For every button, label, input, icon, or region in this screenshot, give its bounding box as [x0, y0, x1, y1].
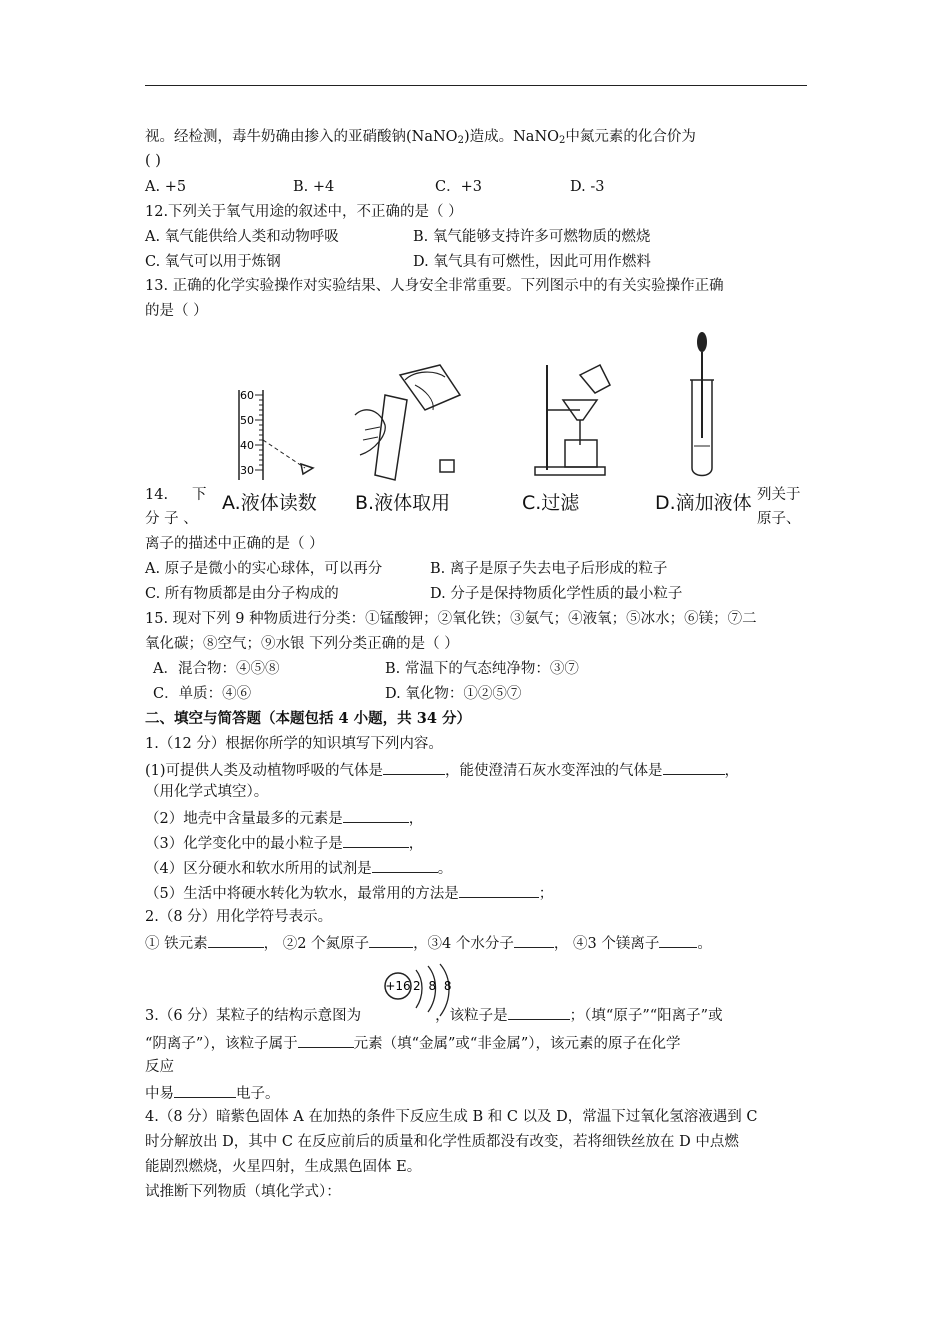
p2-items: ① 铁元素 ， ②2 个氮原子 ，③4 个水分子 ， ④3 个镁离子 。: [145, 933, 712, 953]
q14-option-c: C. 所有物质都是由分子构成的: [145, 586, 339, 602]
p2-blank-3[interactable]: [514, 933, 554, 948]
electron-shells: 2 8 8: [413, 979, 454, 993]
p3-blank-2[interactable]: [298, 1033, 354, 1048]
figure-b-liquid-pouring: [345, 355, 475, 485]
q11-answer-paren: ( ): [145, 153, 161, 169]
p2-blank-1[interactable]: [208, 933, 264, 948]
q14-lieguan: 列关于: [757, 487, 801, 503]
p3-blank-1[interactable]: [508, 1005, 570, 1020]
p1-sub1-note: （用化学式填空）。: [145, 784, 269, 800]
scale-label-50: 50: [240, 414, 254, 427]
p1-blank-3[interactable]: [343, 808, 409, 823]
header-rule: [145, 85, 807, 86]
q12-option-b: B. 氧气能够支持许多可燃物质的燃烧: [413, 229, 651, 245]
scale-label-40: 40: [240, 439, 254, 452]
q12-option-d: D. 氧气具有可燃性，因此可用作燃料: [413, 254, 651, 270]
p1-sub5: （5）生活中将硬水转化为软水，最常用的方法是 ；: [145, 883, 553, 903]
stopper-icon: [440, 460, 454, 472]
p4-line4: 试推断下列物质（填化学式）：: [145, 1184, 341, 1200]
figure-c-filtration: [525, 355, 635, 480]
q15-option-b: B. 常温下的气态纯净物：③⑦: [385, 661, 579, 677]
p3-blank-3[interactable]: [174, 1083, 236, 1098]
p3-line2: “阴离子”），该粒子属于 元素（填“金属”或“非金属”），该元素的原子在化学: [145, 1033, 680, 1053]
p1-sub3: （3）化学变化中的最小粒子是 ，: [145, 833, 423, 853]
scale-label-30: 30: [240, 464, 254, 477]
q11-option-a: A. +5: [145, 179, 187, 195]
q14-yuanzi: 原子、: [757, 511, 801, 527]
p1-blank-2[interactable]: [663, 760, 725, 775]
q14-xia: 下: [192, 487, 207, 503]
p4-line2: 时分解放出 D，其中 C 在反应前后的质量和化学性质都没有改变，若将细铁丝放在 D 中点燃: [145, 1134, 739, 1150]
nucleus-charge: +16: [385, 979, 411, 993]
q11-option-c: C．+3: [435, 179, 482, 195]
q13-stem-line2: 的是（ ）: [145, 303, 208, 319]
figure-a-cylinder-reading: [205, 380, 325, 485]
figure-c-label: C.过滤: [522, 492, 580, 514]
p4-line3: 能剧烈燃烧，火星四射，生成黑色固体 E。: [145, 1159, 422, 1175]
q15-option-a: A．混合物：④⑤⑧: [153, 661, 280, 677]
q15-stem-line1: 15. 现对下列 9 种物质进行分类：①锰酸钾；②氧化铁；③氨气；④液氧；⑤冰水；⑥镁；⑦二: [145, 611, 757, 627]
q14-fenzi: 分 子 、: [145, 511, 198, 527]
p4-line1: 4.（8 分）暗紫色固体 A 在加热的条件下反应生成 B 和 C 以及 D，常温下过氧化氢溶液遇到 C: [145, 1109, 758, 1125]
q12-stem: 12.下列关于氧气用途的叙述中，不正确的是（ ）: [145, 204, 463, 220]
q12-option-c: C. 氧气可以用于炼钢: [145, 254, 281, 270]
figure-a-label: A.液体读数: [222, 492, 317, 514]
dropper-bulb-icon: [697, 332, 707, 352]
q11-option-b: B. +4: [293, 179, 335, 195]
eye-icon: [301, 464, 313, 474]
section-2-heading: 二、填空与简答题（本题包括 4 小题，共 34 分）: [145, 710, 471, 727]
p1-stem: 1.（12 分）根据你所学的知识填写下列内容。: [145, 736, 443, 752]
q14-num: 14.: [145, 487, 169, 503]
p2-blank-4[interactable]: [659, 933, 697, 948]
p1-blank-4[interactable]: [343, 833, 409, 848]
p2-stem: 2.（8 分）用化学符号表示。: [145, 909, 333, 925]
p1-sub4: （4）区分硬水和软水所用的试剂是 。: [145, 858, 452, 878]
p1-blank-1[interactable]: [383, 760, 445, 775]
figure-b-label: B.液体取用: [355, 492, 451, 514]
q12-option-a: A. 氧气能供给人类和动物呼吸: [145, 229, 339, 245]
scale-label-60: 60: [240, 389, 254, 402]
q14-option-a: A. 原子是微小的实心球体，可以再分: [145, 561, 383, 577]
q13-stem-line1: 13. 正确的化学实验操作对实验结果、人身安全非常重要。下列图示中的有关实验操作正确: [145, 278, 724, 294]
p3-line1: 3.（6 分）某粒子的结构示意图为 ，该粒子是 ；（填“原子”“阳离子”或: [145, 1005, 723, 1025]
q14-stem-line2: 离子的描述中正确的是（ ）: [145, 536, 324, 552]
p1-blank-5[interactable]: [372, 858, 438, 873]
q15-option-d: D. 氧化物：①②⑤⑦: [385, 686, 522, 702]
p3-line4: 中易 电子。: [145, 1083, 280, 1103]
q14-option-d: D. 分子是保持物质化学性质的最小粒子: [430, 586, 683, 602]
q11-option-d: D. -3: [570, 179, 605, 195]
q15-stem-line2: 氧化碳；⑧空气；⑨水银 下列分类正确的是（ ）: [145, 636, 459, 652]
p1-sub1: (1)可提供人类及动植物呼吸的气体是 ，能使澄清石灰水变浑浊的气体是 ，: [145, 760, 739, 780]
figure-d-dropper: [680, 328, 730, 483]
p1-blank-6[interactable]: [459, 883, 539, 898]
p3-line3: 反应: [145, 1059, 174, 1075]
p1-sub2: （2）地壳中含量最多的元素是 ，: [145, 808, 423, 828]
q11-line1: 视。经检测，毒牛奶确由掺入的亚硝酸钠(NaNO$_2$)造成。NaNO$_2$中氮元素的化合价为: [145, 129, 696, 146]
q15-option-c: C．单质：④⑥: [153, 686, 252, 702]
p2-blank-2[interactable]: [369, 933, 413, 948]
q14-option-b: B. 离子是原子失去电子后形成的粒子: [430, 561, 668, 577]
figure-d-label: D.滴加液体: [655, 492, 752, 514]
